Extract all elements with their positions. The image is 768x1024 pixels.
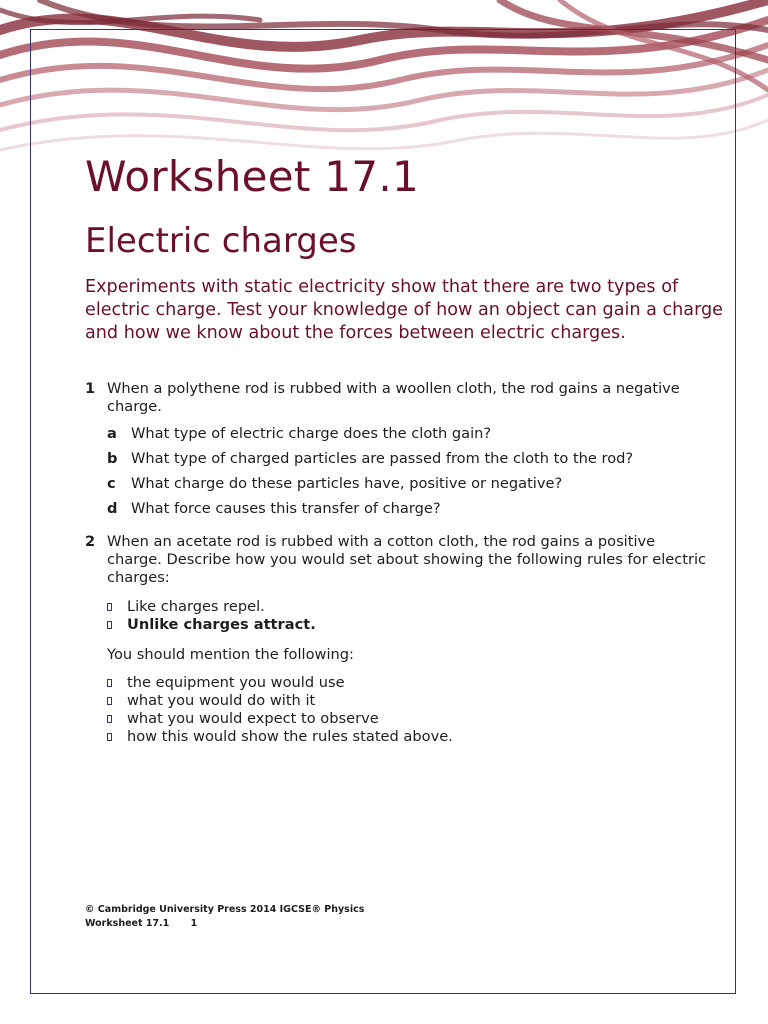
part-letter: b — [107, 450, 118, 467]
part-text: What type of electric charge does the cloth gain? — [131, 425, 492, 442]
question-number: 2 — [85, 533, 96, 550]
worksheet-subtitle: Electric charges — [85, 221, 357, 261]
mention-text: how this would show the rules stated above. — [127, 728, 453, 745]
bullet-icon — [107, 621, 112, 629]
mention-intro: You should mention the following: — [107, 646, 354, 663]
question-text: When an acetate rod is rubbed with a cotton cloth, the rod gains a positive charge. Describe how you would set about showing the following rules for electric charges: — [107, 533, 707, 586]
part-text: What type of charged particles are passed from the cloth to the rod? — [131, 450, 634, 467]
part-text: What force causes this transfer of charge? — [131, 500, 441, 517]
footer-page-number: 1 — [190, 918, 198, 929]
part-letter: c — [107, 475, 116, 492]
question-number: 1 — [85, 380, 96, 397]
mention-text: the equipment you would use — [127, 674, 345, 691]
bullet-icon — [107, 715, 112, 723]
part-text: What charge do these particles have, positive or negative? — [131, 475, 563, 492]
question-text: When a polythene rod is rubbed with a woollen cloth, the rod gains a negative charge. — [107, 380, 680, 415]
part-letter: d — [107, 500, 118, 517]
footer-worksheet-line — [85, 918, 197, 929]
question-1 — [85, 380, 725, 420]
bullet-icon — [107, 697, 112, 705]
bullet-icon — [107, 603, 112, 611]
intro-paragraph: Experiments with static electricity show that there are two types of electric charge. Test your knowledge of how an object can gain a charge and how we know about the forces between electric charges. — [85, 277, 724, 343]
worksheet-title: Worksheet 17.1 — [85, 152, 420, 201]
mention-text: what you would do with it — [127, 692, 316, 709]
rule-text: Unlike charges attract. — [127, 616, 316, 633]
bullet-icon — [107, 679, 112, 687]
footer-copyright: © Cambridge University Press 2014 IGCSE® Physics — [85, 904, 365, 915]
footer-worksheet: Worksheet 17.1 — [85, 918, 170, 929]
question-2 — [85, 533, 725, 589]
bullet-icon — [107, 733, 112, 741]
rule-text: Like charges repel. — [127, 598, 265, 615]
part-letter: a — [107, 425, 117, 442]
mention-text: what you would expect to observe — [127, 710, 379, 727]
